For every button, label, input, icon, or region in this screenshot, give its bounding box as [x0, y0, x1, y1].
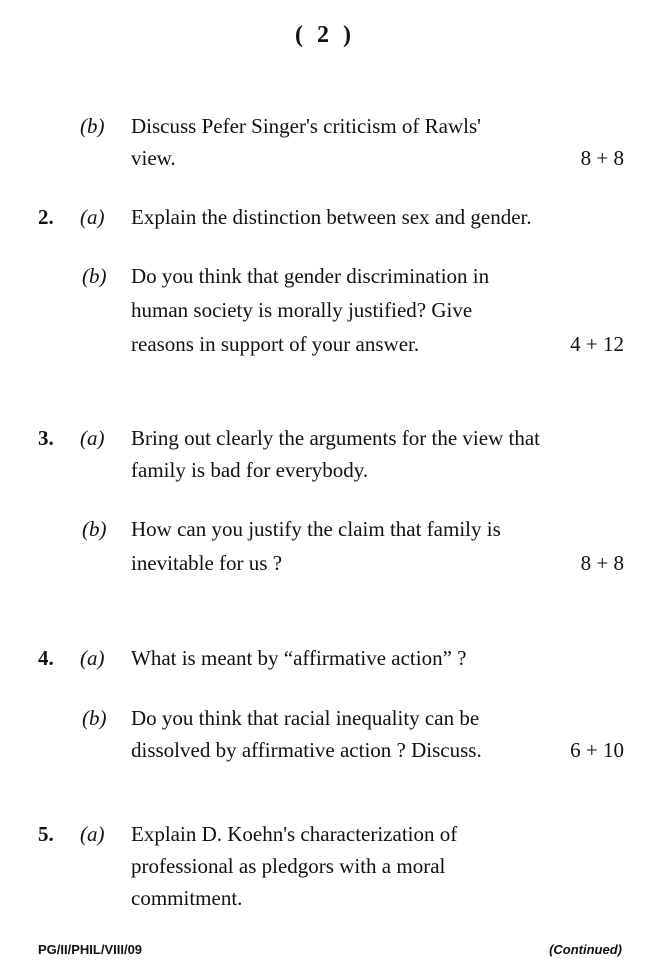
- question-text-line: Explain D. Koehn's characterization of: [131, 822, 458, 846]
- part-label: (b): [80, 114, 105, 138]
- question-text-line: family is bad for everybody.: [131, 458, 369, 482]
- part-label: (b): [82, 517, 107, 541]
- text-line: Discuss Pefer Singer's criticism of Rawls': [131, 114, 481, 138]
- question-text-line: [131, 112, 611, 140]
- question-number: 3.: [38, 426, 54, 450]
- question-text-line: view.: [131, 146, 176, 170]
- continued-label: (Continued): [549, 942, 622, 957]
- question-number: 4.: [38, 646, 54, 670]
- question-text-line: How can you justify the claim that family is: [131, 517, 501, 541]
- marks: 6 + 10: [570, 738, 624, 762]
- part-label: (a): [80, 822, 105, 846]
- question-text-line: Bring out clearly the arguments for the view that: [131, 426, 540, 450]
- question-text-line: Do you think that racial inequality can be: [131, 706, 480, 730]
- question-text-line: Do you think that gender discrimination in: [131, 264, 490, 288]
- page-number: ( 2 ): [295, 22, 355, 48]
- question-text-line: inevitable for us ?: [131, 551, 283, 575]
- part-label: (a): [80, 205, 105, 229]
- part-label: (b): [82, 706, 107, 730]
- part-label: (b): [82, 264, 107, 288]
- question-text-line: human society is morally justified? Give: [131, 298, 473, 322]
- marks: 4 + 12: [570, 332, 624, 356]
- question-number: 5.: [38, 822, 54, 846]
- question-text-line: professional as pledgors with a moral: [131, 854, 446, 878]
- marks: 8 + 8: [580, 146, 624, 170]
- question-text-line: commitment.: [131, 886, 243, 910]
- question-text-line: reasons in support of your answer.: [131, 332, 420, 356]
- part-label: (a): [80, 426, 105, 450]
- question-text-line: Explain the distinction between sex and gender.: [131, 205, 532, 229]
- question-number: 2.: [38, 205, 54, 229]
- question-text-line: What is meant by “affirmative action” ?: [131, 646, 467, 670]
- marks: 8 + 8: [580, 551, 624, 575]
- paper-code: PG/II/PHIL/VIII/09: [38, 942, 143, 957]
- part-label: (a): [80, 646, 105, 670]
- question-text-line: dissolved by affirmative action ? Discuss.: [131, 738, 482, 762]
